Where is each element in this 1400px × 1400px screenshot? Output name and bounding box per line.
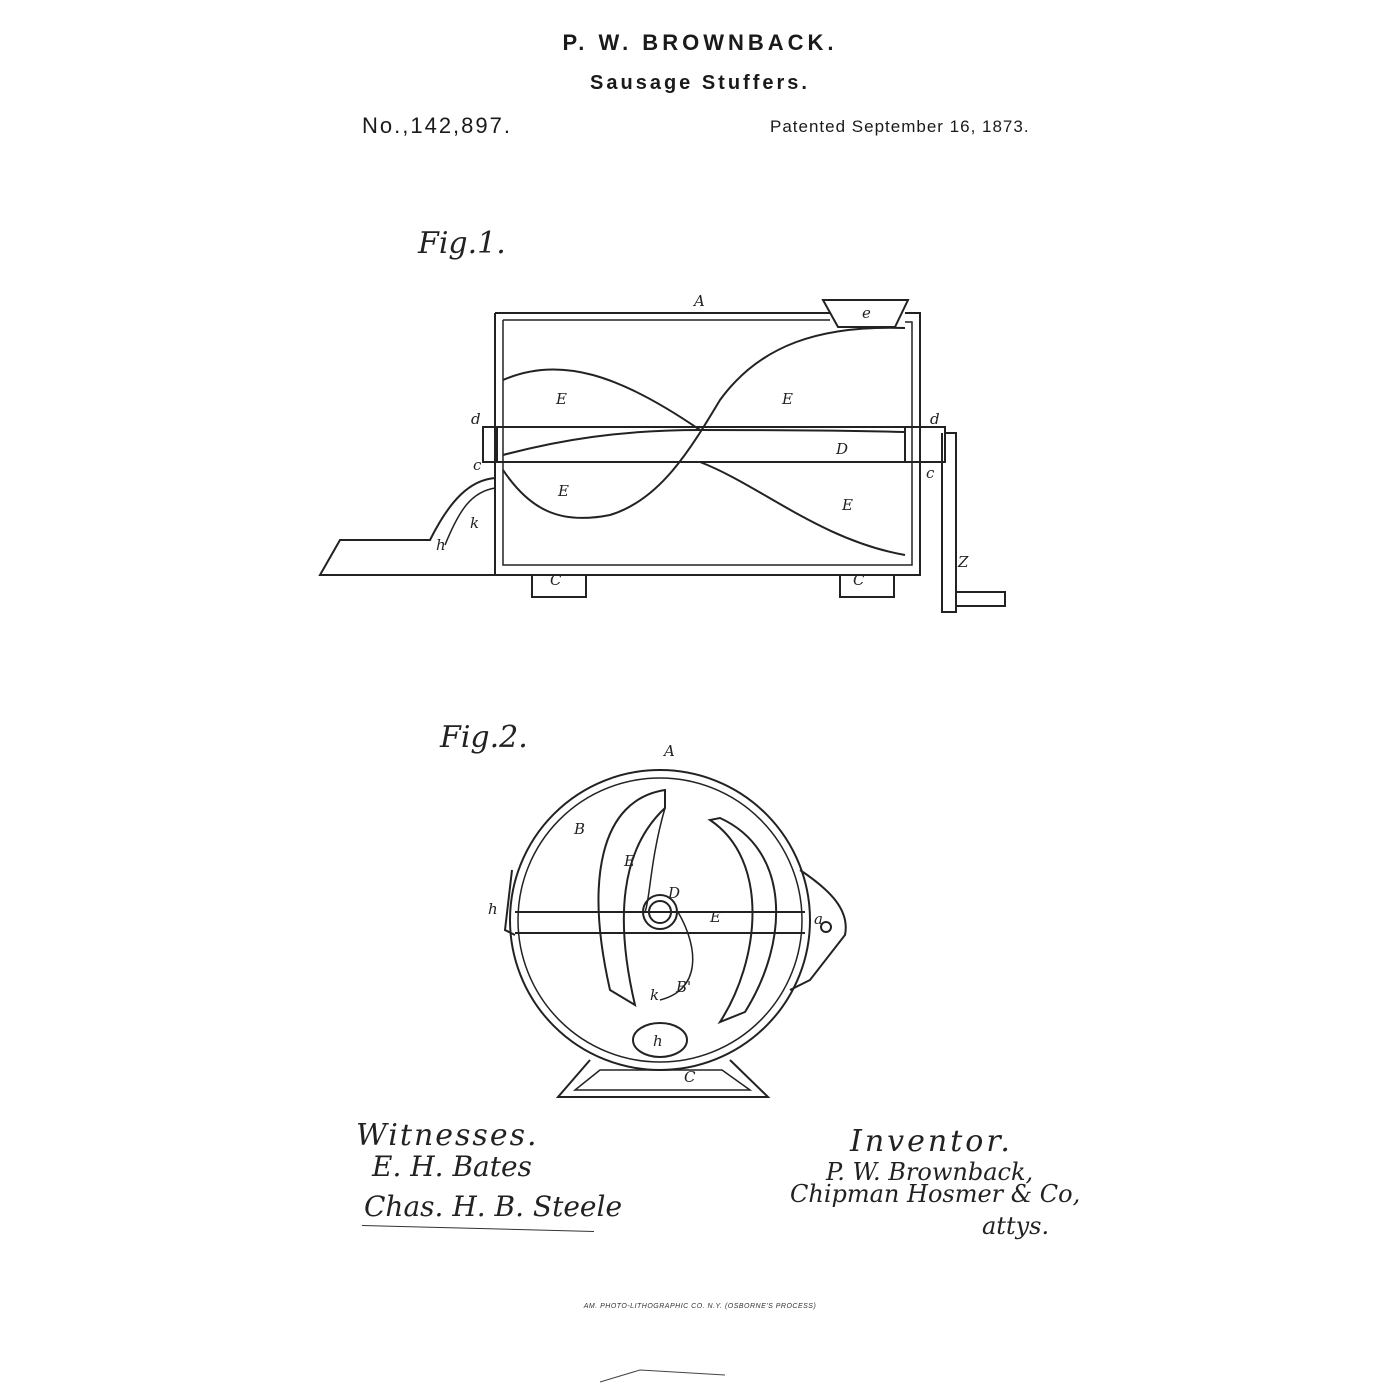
- fig1-ref-c-right: c: [926, 464, 935, 482]
- fig2-ref-A: A: [664, 742, 675, 760]
- fig1-label: Fig.1.: [418, 226, 506, 261]
- inventor-heading: Inventor.: [850, 1124, 1013, 1159]
- fig1-ref-d-left: d: [471, 410, 481, 428]
- fig1-ref-C-right: C: [853, 571, 865, 589]
- fig2-ref-E-right: E: [710, 908, 721, 926]
- fig1-ref-c-left: c: [473, 456, 482, 474]
- fig2-ref-h-side: h: [488, 900, 498, 918]
- fig2-ref-C: C: [684, 1068, 696, 1086]
- patent-date: Patented September 16, 1873.: [770, 117, 1030, 136]
- patent-title: Sausage Stuffers.: [590, 72, 810, 94]
- fig1-ref-h: h: [436, 536, 446, 554]
- fig2-ref-B-prime: B': [676, 978, 692, 996]
- lithographer-credit: AM. PHOTO-LITHOGRAPHIC CO. N.Y. (OSBORNE'S PROCESS): [583, 1303, 817, 1310]
- patent-number: No.,142,897.: [362, 113, 512, 138]
- inventor-name: P. W. BROWNBACK.: [562, 30, 838, 55]
- fig1-ref-D: D: [836, 440, 849, 458]
- fig2-ref-B: B: [574, 820, 586, 838]
- inventor-signature: P. W. Brownback,: [826, 1158, 1034, 1186]
- fig1-ref-A: A: [694, 292, 705, 310]
- fig2-ref-D: D: [668, 884, 681, 902]
- fig1-ref-C-left: C: [550, 571, 562, 589]
- fig1-ref-Z: Z: [958, 553, 969, 571]
- fig1-ref-E3: E: [558, 482, 569, 500]
- fig1-ref-d-right: d: [930, 410, 940, 428]
- fig2-ref-a: a: [814, 910, 823, 928]
- fig2-ref-k: k: [650, 986, 660, 1004]
- attorneys-signature: Chipman Hosmer & Co,: [790, 1180, 1081, 1208]
- fig1-ref-e: e: [862, 304, 871, 322]
- witnesses-heading: Witnesses.: [356, 1118, 539, 1153]
- fig2-label: Fig.2.: [440, 720, 528, 755]
- witness-2-signature: Chas. H. B. Steele: [364, 1190, 623, 1223]
- fig1-ref-E2: E: [782, 390, 793, 408]
- fig1-ref-E4: E: [842, 496, 853, 514]
- fig2-ref-E-left: E: [624, 852, 635, 870]
- fig1-ref-k: k: [470, 514, 480, 532]
- attys-label: attys.: [982, 1212, 1050, 1240]
- fig1-ref-E1: E: [556, 390, 567, 408]
- witness-1-signature: E. H. Bates: [372, 1150, 532, 1183]
- fig2-ref-h-bottom: h: [653, 1032, 663, 1050]
